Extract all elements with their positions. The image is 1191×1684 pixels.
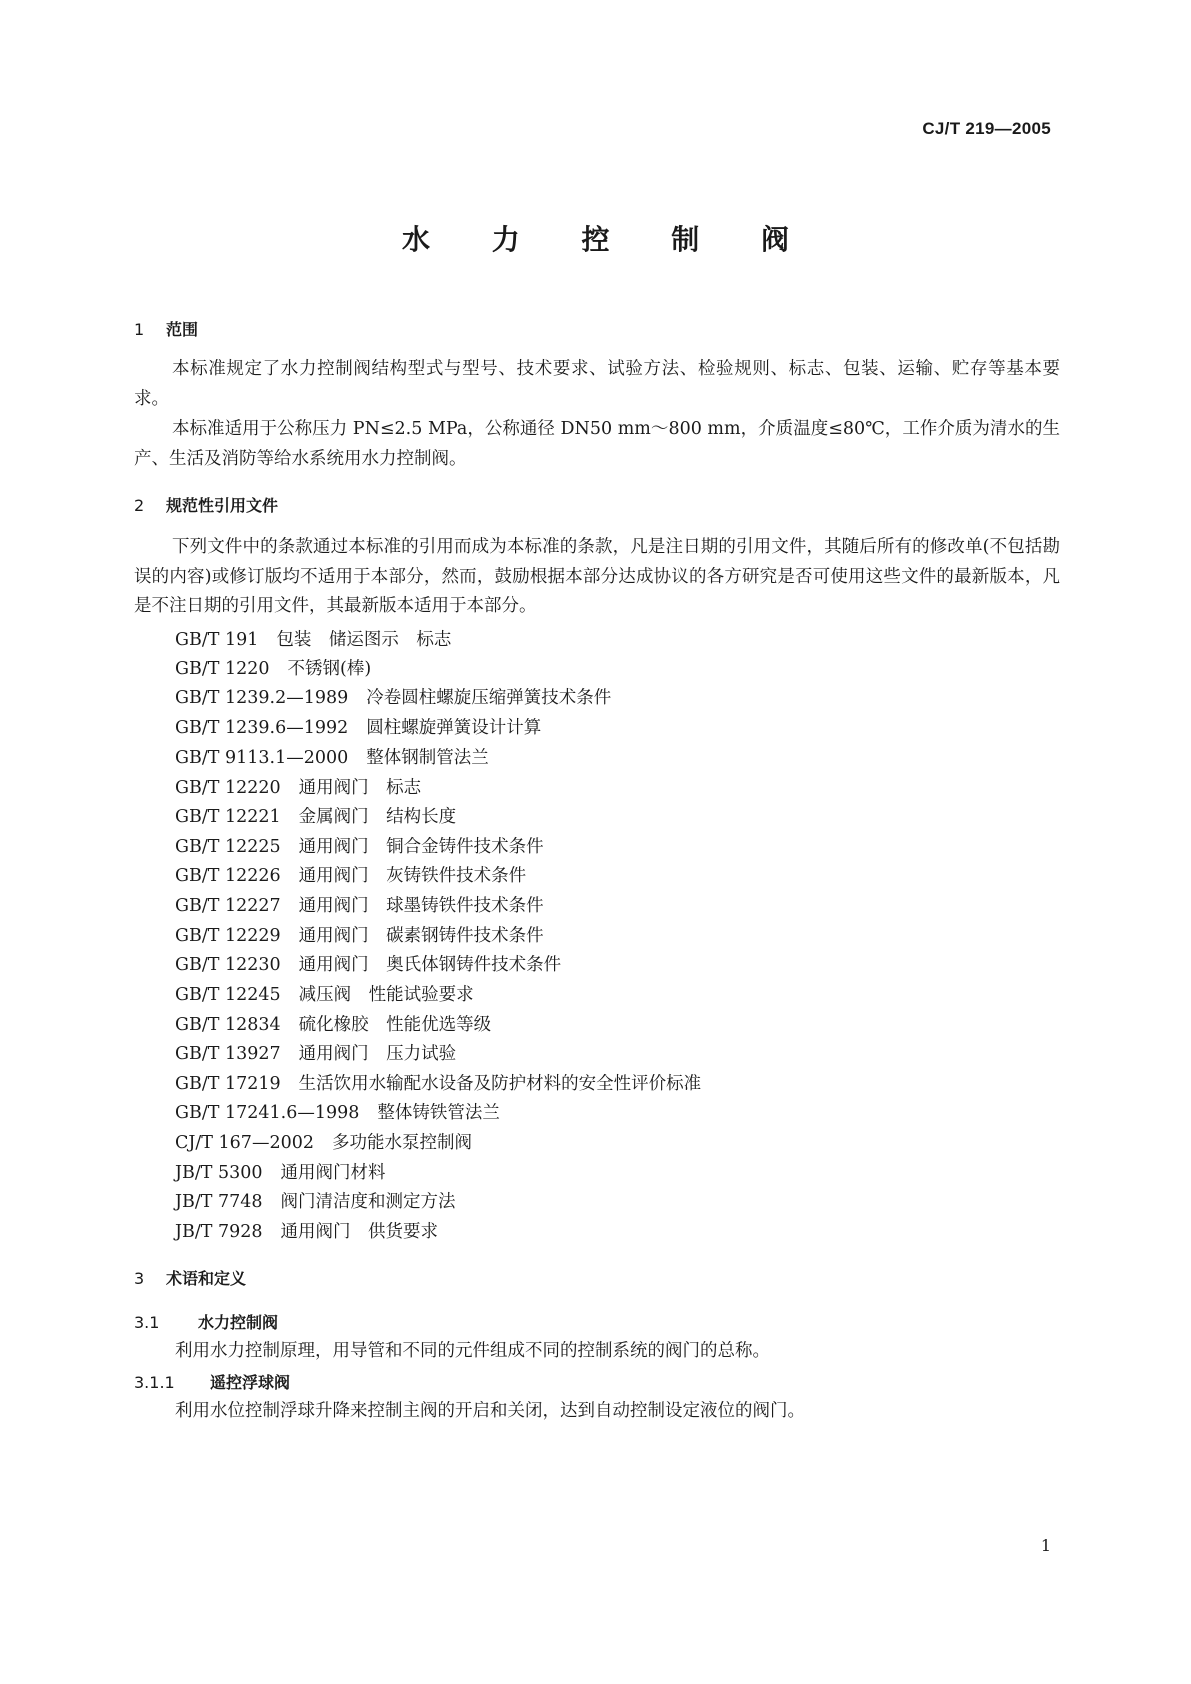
reference-item: GB/T 12229 通用阀门 碳素钢铸件技术条件 xyxy=(175,926,544,946)
reference-item: GB/T 17219 生活饮用水输配水设备及防护材料的安全性评价标准 xyxy=(175,1074,702,1094)
section-number: 3 xyxy=(134,1269,145,1288)
section-number: 1 xyxy=(134,320,145,339)
reference-item: JB/T 7748 阀门清洁度和测定方法 xyxy=(175,1192,456,1212)
reference-item: GB/T 12220 通用阀门 标志 xyxy=(175,778,422,798)
section-1-heading xyxy=(134,317,198,340)
reference-item: JB/T 7928 通用阀门 供货要求 xyxy=(175,1222,439,1242)
subsection-3-1-heading xyxy=(134,1310,278,1333)
reference-item: GB/T 1220 不锈钢(棒) xyxy=(175,659,372,679)
section-number: 2 xyxy=(134,496,145,515)
section-title: 术语和定义 xyxy=(166,1269,247,1288)
section-1-paragraph-2: 本标准适用于公称压力 PN≤2.5 MPa，公称通径 DN50 mm～800 mm，介质温度≤80℃，工作介质为清水的生产、生活及消防等给水系统用水力控制阀。 xyxy=(134,419,1060,469)
reference-item: GB/T 12230 通用阀门 奥氏体钢铸件技术条件 xyxy=(175,955,562,975)
reference-item: GB/T 12221 金属阀门 结构长度 xyxy=(175,807,457,827)
subsection-3-1-1-text: 利用水位控制浮球升降来控制主阀的开启和关闭，达到自动控制设定液位的阀门。 xyxy=(175,1401,805,1421)
section-number: 3.1.1 xyxy=(134,1373,175,1392)
section-title: 规范性引用文件 xyxy=(166,496,279,515)
document-title: 水 力 控 制 阀 xyxy=(402,223,815,256)
reference-item: JB/T 5300 通用阀门材料 xyxy=(175,1163,386,1183)
section-1-paragraph-1: 本标准规定了水力控制阀结构型式与型号、技术要求、试验方法、检验规则、标志、包装、运输、贮存等基本要求。 xyxy=(134,359,1060,409)
reference-item: GB/T 191 包装 储运图示 标志 xyxy=(175,630,452,650)
section-3-heading xyxy=(134,1266,246,1289)
section-title: 水力控制阀 xyxy=(198,1313,279,1332)
section-number: 3.1 xyxy=(134,1313,160,1332)
section-title: 遥控浮球阀 xyxy=(210,1373,291,1392)
reference-item: GB/T 12225 通用阀门 铜合金铸件技术条件 xyxy=(175,837,544,857)
reference-item: GB/T 17241.6—1998 整体铸铁管法兰 xyxy=(175,1103,500,1123)
subsection-3-1-1-heading xyxy=(134,1370,290,1393)
subsection-3-1-text: 利用水力控制原理，用导管和不同的元件组成不同的控制系统的阀门的总称。 xyxy=(175,1341,770,1361)
reference-item: GB/T 13927 通用阀门 压力试验 xyxy=(175,1044,457,1064)
reference-item: CJ/T 167—2002 多功能水泵控制阀 xyxy=(175,1133,472,1153)
page-number: 1 xyxy=(1040,1536,1051,1555)
standard-code: CJ/T 219—2005 xyxy=(922,119,1051,138)
reference-item: GB/T 9113.1—2000 整体钢制管法兰 xyxy=(175,748,489,768)
section-title: 范围 xyxy=(166,320,199,339)
section-2-heading xyxy=(134,493,278,516)
reference-item: GB/T 12227 通用阀门 球墨铸铁件技术条件 xyxy=(175,896,544,916)
reference-item: GB/T 12834 硫化橡胶 性能优选等级 xyxy=(175,1015,492,1035)
reference-item: GB/T 12245 减压阀 性能试验要求 xyxy=(175,985,474,1005)
reference-item: GB/T 1239.2—1989 冷卷圆柱螺旋压缩弹簧技术条件 xyxy=(175,688,612,708)
reference-item: GB/T 1239.6—1992 圆柱螺旋弹簧设计计算 xyxy=(175,718,542,738)
reference-item: GB/T 12226 通用阀门 灰铸铁件技术条件 xyxy=(175,866,527,886)
section-2-intro: 下列文件中的条款通过本标准的引用而成为本标准的条款，凡是注日期的引用文件，其随后所有的修改单(不包括勘误的内容)或修订版均不适用于本部分，然而，鼓励根据本部分达成协议的各方研究是否可使用这些文件的最新版本，凡是不注日期的引用文件，其最新版本适用于本部分。 xyxy=(134,537,1060,616)
